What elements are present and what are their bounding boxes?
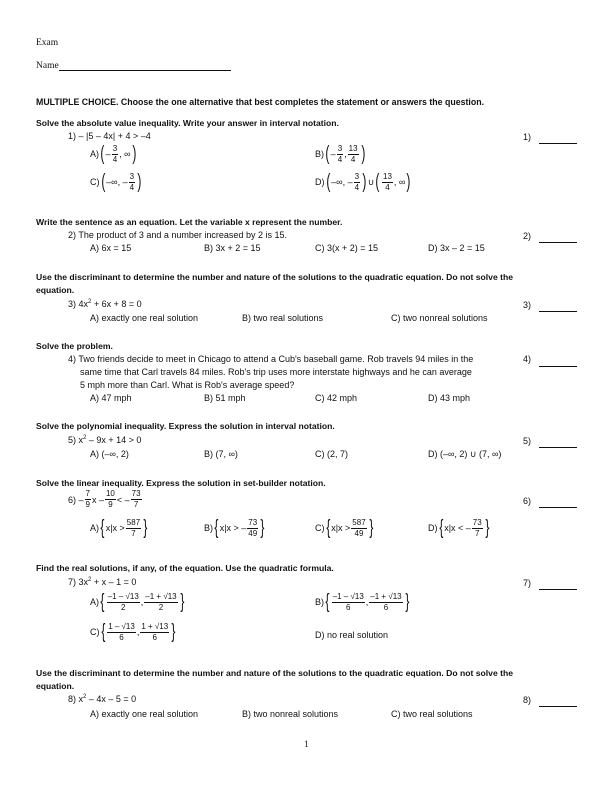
q2-option-b[interactable]: B) 3x + 2 = 15 [204, 243, 261, 253]
q5-option-b[interactable]: B) (7, ∞) [204, 449, 238, 459]
q8-option-a[interactable]: A) exactly one real solution [90, 709, 199, 719]
instruction-disc1-cont: equation. [36, 285, 75, 295]
q2-option-a[interactable]: A) 6x = 15 [90, 243, 132, 253]
q4-line2: same time that Carl travels 84 miles. Rob's trip uses more interstate highways and he can average [80, 367, 472, 377]
q1-stem: 1) – |5 – 4x| + 4 > –4 [68, 131, 151, 141]
instruction-quadratic: Find the real solutions, if any, of the equation. Use the quadratic formula. [36, 563, 334, 573]
q5-number: 5) [523, 436, 532, 446]
q6-option-b[interactable]: B) { x|x > – $\frac{73}{49}$ } [204, 517, 265, 539]
q6-option-d[interactable]: D) { x|x < – $\frac{73}{7}$ } [428, 517, 490, 539]
q3-answer-line[interactable] [539, 310, 577, 312]
q5-option-a[interactable]: A) (–∞, 2) [90, 449, 129, 459]
q1-option-a[interactable]: A) ( – $\frac{3}{4}$ , ∞ ) [90, 143, 136, 165]
q4-answer-line[interactable] [539, 365, 577, 367]
name-field[interactable] [36, 60, 231, 71]
name-line [59, 60, 231, 71]
q3-option-a[interactable]: A) exactly one real solution [90, 313, 199, 323]
q7-option-d[interactable]: D) no real solution [315, 630, 389, 640]
q6-option-a[interactable]: A) { x|x > $\frac{587}{7}$ } [90, 517, 148, 539]
instruction-problem: Solve the problem. [36, 341, 113, 351]
q8-number: 8) [523, 695, 532, 705]
instruction-disc1: Use the discriminant to determine the number and nature of the solutions to the quadratic equation. Do not solve the [36, 272, 513, 282]
q4-line3: 5 mph more than Carl. What is Rob's average speed? [80, 380, 295, 390]
q7-option-a[interactable]: A) { $\frac{-1 - √13}{2}$ , $\frac{-1 + √13}{2}$ } [90, 591, 184, 613]
q2-option-c[interactable]: C) 3(x + 2) = 15 [315, 243, 379, 253]
exam-label: Exam [36, 38, 59, 48]
q1-option-c[interactable]: C) ( –∞, – $\frac{3}{4}$ ) [90, 171, 142, 193]
q7-option-c[interactable]: C) { $\frac{1 - √13}{6}$ , $\frac{1 + √13}{6}$ } [90, 621, 176, 643]
instruction-abs: Solve the absolute value inequality. Write your answer in interval notation. [36, 118, 339, 128]
q4-number: 4) [523, 354, 532, 364]
q8-option-c[interactable]: C) two real solutions [391, 709, 473, 719]
q7-stem: 7) $3x^2 + x - 1 = 0$ [68, 577, 137, 587]
q2-stem: 2) The product of 3 and a number increased by 2 is 15. [68, 230, 287, 240]
q7-number: 7) [523, 578, 532, 588]
instruction-disc2-cont: equation. [36, 681, 75, 691]
q3-stem: 3) $4x^2 + 6x + 8 = 0$ [68, 299, 142, 309]
instruction-disc2: Use the discriminant to determine the number and nature of the solutions to the quadratic equation. Do not solve the [36, 668, 513, 678]
q5-answer-line[interactable] [539, 446, 577, 448]
q2-option-d[interactable]: D) 3x – 2 = 15 [428, 243, 485, 253]
q6-number: 6) [523, 496, 532, 506]
instruction-poly: Solve the polynomial inequality. Express the solution in interval notation. [36, 421, 335, 431]
q4-option-c[interactable]: C) 42 mph [315, 393, 358, 403]
q1-option-d[interactable]: D) ( –∞, – $\frac{3}{4}$ ) ∪ ( $\frac{13}{4}$ , ∞ ) [315, 171, 411, 193]
q3-option-b[interactable]: B) two real solutions [242, 313, 324, 323]
q2-answer-line[interactable] [539, 241, 577, 243]
q4-option-b[interactable]: B) 51 mph [204, 393, 246, 403]
q4-option-d[interactable]: D) 43 mph [428, 393, 471, 403]
q3-number: 3) [523, 300, 532, 310]
q1-number: 1) [523, 132, 532, 142]
section-title: MULTIPLE CHOICE. Choose the one alternative that best completes the statement or answers the question. [36, 97, 485, 107]
q5-stem: 5) $x^2 - 9x + 14 > 0$ [68, 435, 142, 445]
q8-stem: 8) $x^2 - 4x - 5 = 0$ [68, 694, 137, 704]
q8-option-b[interactable]: B) two nonreal solutions [242, 709, 339, 719]
q1-answer-line[interactable] [539, 142, 577, 144]
name-label: Name [36, 60, 59, 71]
q5-option-c[interactable]: C) (2, 7) [315, 449, 349, 459]
q6-option-c[interactable]: C) { x|x > $\frac{587}{49}$ } [315, 517, 374, 539]
q8-answer-line[interactable] [539, 705, 577, 707]
instruction-linear: Solve the linear inequality. Express the solution in set-builder notation. [36, 478, 326, 488]
q1-option-b[interactable]: B) ( – $\frac{3}{4}$ , $\frac{13}{4}$ ) [315, 143, 365, 165]
q7-option-b[interactable]: B) { $\frac{-1 - √13}{6}$ , $\frac{-1 + √13}{6}$ } [315, 591, 409, 613]
q6-stem: 6) – $\frac{7}{9}$ x – $\frac{10}{9}$ < – $\frac{73}{7}$ [68, 489, 141, 509]
q4-option-a[interactable]: A) 47 mph [90, 393, 132, 403]
q2-number: 2) [523, 231, 532, 241]
q4-line1: 4) Two friends decide to meet in Chicago to attend a Cub's baseball game. Rob travels 94 miles in the [68, 354, 474, 364]
instruction-eq: Write the sentence as an equation. Let the variable x represent the number. [36, 217, 343, 227]
q5-option-d[interactable]: D) (–∞, 2) ∪ (7, ∞) [428, 449, 502, 459]
page-number: 1 [304, 740, 309, 750]
q7-answer-line[interactable] [539, 588, 577, 590]
q3-option-c[interactable]: C) two nonreal solutions [391, 313, 488, 323]
q6-answer-line[interactable] [539, 506, 577, 508]
